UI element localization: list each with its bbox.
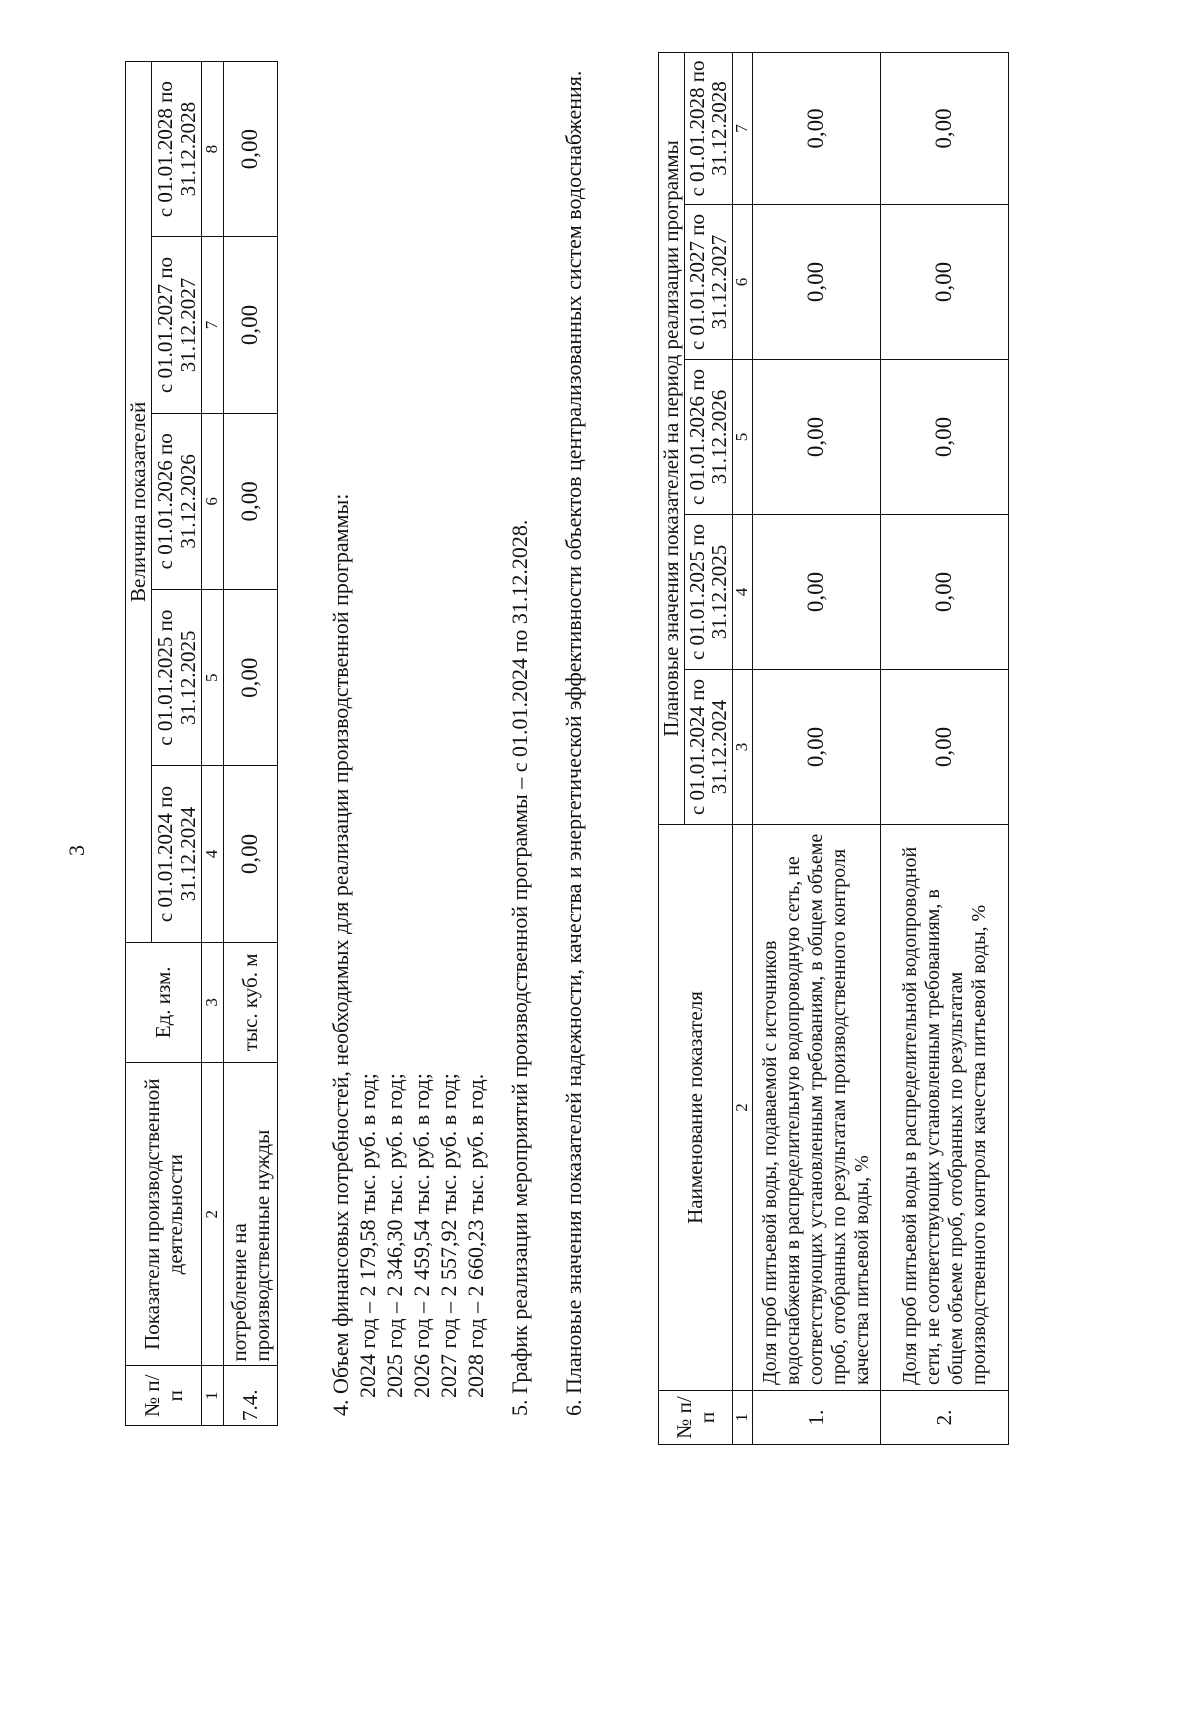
list-item: 2028 год – 2 660,23 тыс. руб. в год. [463,1073,488,1398]
row-value: 0,00 [224,590,278,766]
column-number: 6 [202,413,224,589]
list-item: 2024 год – 2 179,58 тыс. руб. в год; [355,1073,380,1398]
row-value: 0,00 [224,237,278,413]
row-value: 0,00 [224,413,278,589]
column-number: 3 [202,942,224,1062]
header-period: с 01.01.2026 по 31.12.2026 [152,413,202,589]
header-period: с 01.01.2025 по 31.12.2025 [684,515,732,670]
row-value: 0,00 [753,52,881,204]
table-row [224,62,278,1426]
row-value: 0,00 [881,52,1009,204]
section-4-heading: 4. Объем финансовых потребностей, необходимых для реализации производственной программы: [328,493,353,1416]
column-number: 6 [733,205,753,360]
header-planned-group: Плановые значения показателей на период реализации программы [659,52,685,824]
table-row [881,52,1009,1444]
row-value: 0,00 [881,205,1009,360]
row-number: 1. [753,1391,881,1445]
column-number: 7 [202,237,224,413]
list-item: 2026 год – 2 459,54 тыс. руб. в год; [409,1073,434,1398]
row-unit: тыс. куб. м [224,942,278,1062]
row-value: 0,00 [753,205,881,360]
header-period: с 01.01.2027 по 31.12.2027 [684,205,732,360]
row-name: Доля проб питьевой воды в распределительной водопроводной сети, не соответствующих установленным требованиям, в общем объеме проб, отобранных по результатам производственного контроля качества питьевой воды, % [881,825,1009,1391]
header-period: с 01.01.2028 по 31.12.2028 [684,52,732,204]
list-item: 2025 год – 2 346,30 тыс. руб. в год; [382,1073,407,1398]
column-number: 1 [202,1366,224,1426]
table-row [753,52,881,1444]
planned-indicators-table [658,52,1009,1445]
header-period: с 01.01.2026 по 31.12.2026 [684,360,732,515]
column-number: 5 [202,590,224,766]
header-indicator: Показатели производственной деятельности [126,1062,202,1365]
column-number: 2 [202,1062,224,1365]
row-value: 0,00 [753,360,881,515]
header-no: № п/п [659,1391,733,1445]
row-value: 0,00 [881,515,1009,670]
header-unit: Ед. изм. [126,942,202,1062]
row-number: 7.4. [224,1366,278,1426]
column-number: 4 [733,515,753,670]
row-value: 0,00 [881,360,1009,515]
row-value: 0,00 [753,670,881,825]
column-number: 8 [202,62,224,237]
row-number: 2. [881,1391,1009,1445]
header-name: Наименование показателя [659,825,733,1391]
header-period: с 01.01.2024 по 31.12.2024 [684,670,732,825]
column-number: 5 [733,360,753,515]
list-item: 2027 год – 2 557,92 тыс. руб. в год; [436,1073,461,1398]
header-period: с 01.01.2028 по 31.12.2028 [152,62,202,237]
row-value: 0,00 [224,62,278,237]
production-indicators-table [125,61,278,1426]
row-name: Доля проб питьевой воды, подаваемой с источников водоснабжения в распределительную водопроводную сеть, не соответствующих установленным требованиям, в общем объеме проб, отобранных по результатам производственного контроля качества питьевой воды, % [753,825,881,1391]
row-indicator: потребление на производственные нужды [224,1062,278,1365]
page-number: 3 [64,845,89,856]
header-period: с 01.01.2027 по 31.12.2027 [152,237,202,413]
column-number: 2 [733,825,753,1391]
column-number: 1 [733,1391,753,1445]
section-6-text: 6. Плановые значения показателей надежности, качества и энергетической эффективности объектов централизованных систем водоснабжения. [561,70,586,1416]
row-value: 0,00 [881,670,1009,825]
financial-needs-list [354,1073,489,1398]
column-number: 3 [733,670,753,825]
column-number: 7 [733,52,753,204]
section-5-text: 5. График реализации мероприятий производственной программы – с 01.01.2024 по 31.12.2028. [507,519,532,1416]
header-no: № п/п [126,1366,202,1426]
row-value: 0,00 [224,766,278,942]
header-values-group: Величина показателей [126,62,152,943]
row-value: 0,00 [753,515,881,670]
header-period: с 01.01.2024 по 31.12.2024 [152,766,202,942]
header-period: с 01.01.2025 по 31.12.2025 [152,590,202,766]
column-number: 4 [202,766,224,942]
